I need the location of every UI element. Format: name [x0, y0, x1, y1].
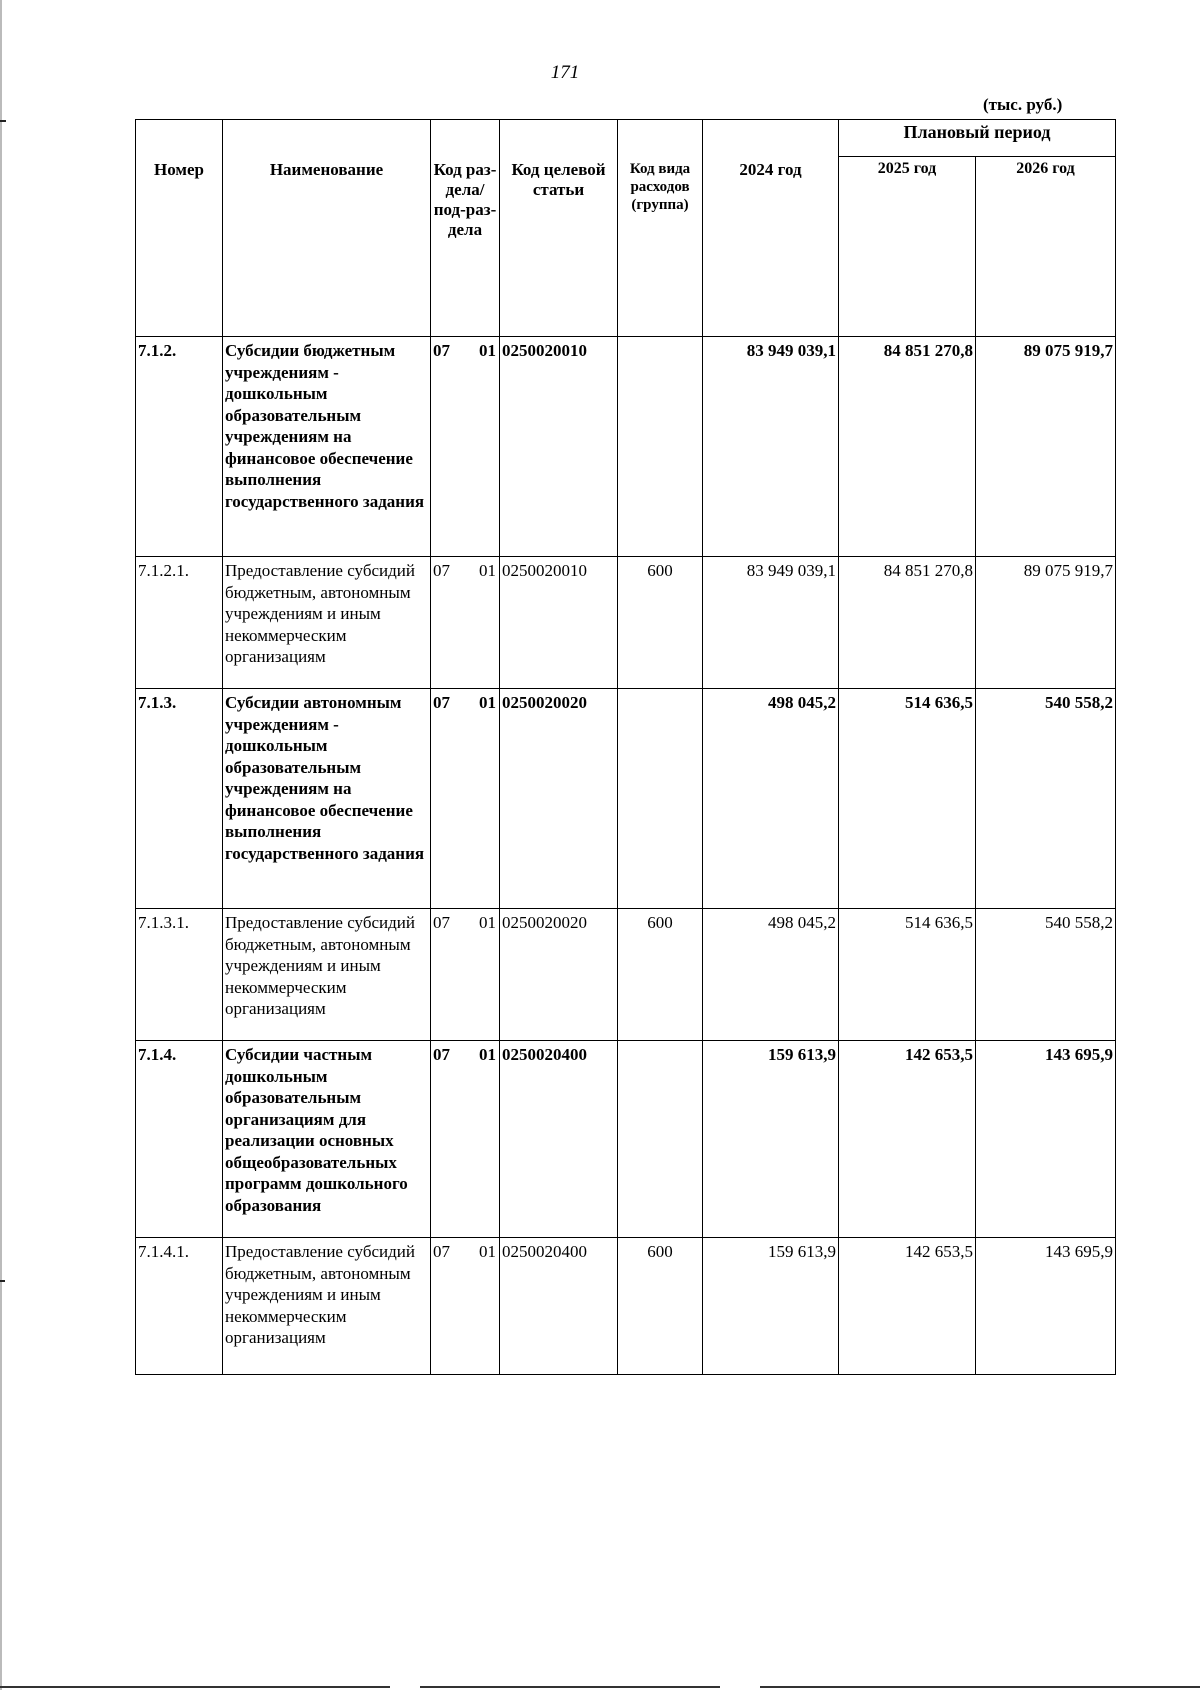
row-2026: 143 695,9 [976, 1238, 1116, 1375]
row-section-code: 07 [433, 913, 450, 932]
row-expense-type: 600 [618, 1238, 703, 1375]
row-2025: 84 851 270,8 [839, 557, 976, 689]
row-2026: 89 075 919,7 [976, 557, 1116, 689]
row-2025: 514 636,5 [839, 689, 976, 909]
row-2025: 142 653,5 [839, 1238, 976, 1375]
scan-footer-line [420, 1686, 720, 1688]
header-year-2026: 2026 год [976, 157, 1116, 337]
header-year-2024: 2024 год [703, 120, 839, 337]
row-expense-type: 600 [618, 909, 703, 1041]
row-2026: 540 558,2 [976, 909, 1116, 1041]
header-expense-type: Код вида расходов (группа) [618, 120, 703, 337]
table-body [136, 337, 1116, 1375]
row-section [431, 909, 500, 1041]
section-code-pair [433, 1044, 497, 1066]
table-row [136, 337, 1116, 557]
row-number: 7.1.3.1. [136, 909, 223, 1041]
row-2024: 159 613,9 [703, 1041, 839, 1238]
header-planned-period: Плановый период [839, 120, 1116, 157]
section-code-pair [433, 912, 497, 934]
row-section [431, 337, 500, 557]
row-name: Предоставление субсидий бюджетным, автономным учреждениям и иным некоммерческим организациям [223, 557, 431, 689]
row-number: 7.1.4.1. [136, 1238, 223, 1375]
row-subsection-code: 01 [479, 561, 496, 580]
row-subsection-code: 01 [479, 341, 496, 360]
row-target: 0250020400 [500, 1041, 618, 1238]
row-target: 0250020020 [500, 689, 618, 909]
row-name: Субсидии частным дошкольным образовательным организациям для реализации основных общеобразовательных программ дошкольного образования [223, 1041, 431, 1238]
row-2025: 514 636,5 [839, 909, 976, 1041]
header-target: Код целевой статьи [500, 120, 618, 337]
scan-mark [0, 120, 6, 122]
row-2024: 498 045,2 [703, 689, 839, 909]
header-year-2025: 2025 год [839, 157, 976, 337]
row-2025: 142 653,5 [839, 1041, 976, 1238]
row-2026: 143 695,9 [976, 1041, 1116, 1238]
row-number: 7.1.2. [136, 337, 223, 557]
row-subsection-code: 01 [479, 1045, 496, 1064]
row-name: Субсидии автономным учреждениям - дошкольным образовательным учреждениям на финансовое обеспечение выполнения государственного задания [223, 689, 431, 909]
row-section [431, 1041, 500, 1238]
row-2025: 84 851 270,8 [839, 337, 976, 557]
table-row [136, 1041, 1116, 1238]
row-2026: 540 558,2 [976, 689, 1116, 909]
scan-footer-line [0, 1686, 390, 1688]
section-code-pair [433, 560, 497, 582]
row-target: 0250020020 [500, 909, 618, 1041]
scan-footer-line [760, 1686, 1200, 1688]
row-target: 0250020010 [500, 337, 618, 557]
row-subsection-code: 01 [479, 693, 496, 712]
section-code-pair [433, 340, 497, 362]
scan-margin-line [0, 0, 2, 1690]
row-expense-type: 600 [618, 557, 703, 689]
row-2024: 83 949 039,1 [703, 557, 839, 689]
row-subsection-code: 01 [479, 1242, 496, 1261]
header-section: Код раз-дела/ под-раз-дела [431, 120, 500, 337]
header-number: Номер [136, 120, 223, 337]
section-code-pair [433, 1241, 497, 1263]
row-section-code: 07 [433, 1242, 450, 1261]
budget-table [135, 119, 1116, 1375]
row-section-code: 07 [433, 693, 450, 712]
row-name: Предоставление субсидий бюджетным, автономным учреждениям и иным некоммерческим организациям [223, 1238, 431, 1375]
row-expense-type [618, 1041, 703, 1238]
units-label: (тыс. руб.) [983, 95, 1063, 114]
row-expense-type [618, 689, 703, 909]
row-2024: 159 613,9 [703, 1238, 839, 1375]
row-target: 0250020010 [500, 557, 618, 689]
row-expense-type [618, 337, 703, 557]
row-number: 7.1.3. [136, 689, 223, 909]
table-row [136, 1238, 1116, 1375]
row-target: 0250020400 [500, 1238, 618, 1375]
row-name: Предоставление субсидий бюджетным, автономным учреждениям и иным некоммерческим организациям [223, 909, 431, 1041]
row-section [431, 557, 500, 689]
scan-mark [0, 1280, 5, 1282]
row-number: 7.1.2.1. [136, 557, 223, 689]
row-2026: 89 075 919,7 [976, 337, 1116, 557]
row-section-code: 07 [433, 1045, 450, 1064]
table-header [136, 120, 1116, 337]
row-section [431, 1238, 500, 1375]
header-name: Наименование [223, 120, 431, 337]
table-row [136, 557, 1116, 689]
table-row [136, 689, 1116, 909]
row-number: 7.1.4. [136, 1041, 223, 1238]
page-number: 171 [550, 62, 580, 83]
row-section-code: 07 [433, 561, 450, 580]
row-subsection-code: 01 [479, 913, 496, 932]
row-2024: 498 045,2 [703, 909, 839, 1041]
row-section-code: 07 [433, 341, 450, 360]
table-row [136, 909, 1116, 1041]
row-name: Субсидии бюджетным учреждениям - дошкольным образовательным учреждениям на финансовое обеспечение выполнения государственного задания [223, 337, 431, 557]
row-section [431, 689, 500, 909]
section-code-pair [433, 692, 497, 714]
row-2024: 83 949 039,1 [703, 337, 839, 557]
